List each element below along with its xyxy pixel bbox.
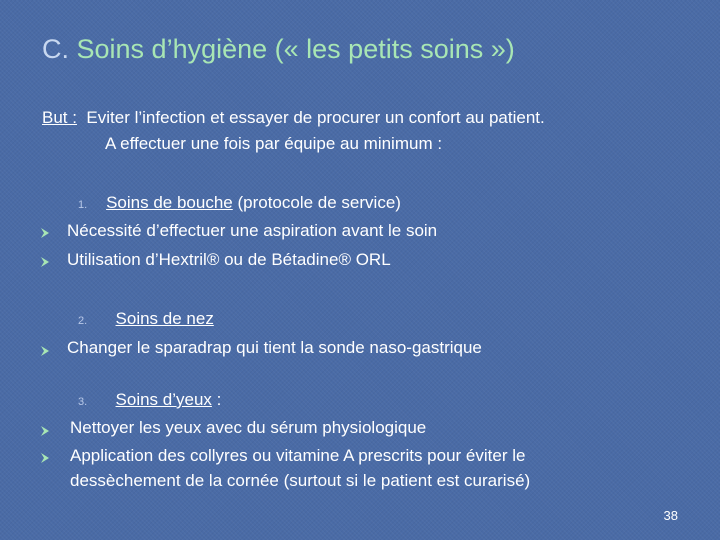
title-text: Soins d’hygiène (« les petits soins ») [76,34,515,64]
section-3-item-2-continuation: dessèchement de la cornée (surtout si le patient est curarisé) [70,471,531,490]
section-2-number: 2. [78,315,88,327]
section-3-number: 3. [78,396,88,408]
arrowhead-bullet-icon [40,256,50,268]
section-3-item-1: Nettoyer les yeux avec du sérum physiologique [70,418,427,437]
section-1-heading [78,193,401,213]
slide-title [42,34,515,65]
section-3-item-2: Application des collyres ou vitamine A prescrits pour éviter le [70,446,526,465]
title-prefix: C. [42,34,69,64]
arrowhead-bullet-icon [40,425,50,437]
section-3-heading [78,390,221,410]
section-3-title: Soins d’yeux [115,390,212,409]
goal-text-1: Eviter l’infection et essayer de procurer un confort au patient. [86,108,545,127]
section-2-title: Soins de nez [115,309,214,328]
section-3-title-rest: : [211,390,222,409]
arrowhead-bullet-icon [40,452,50,464]
section-1-title-rest: (protocole de service) [232,193,401,212]
section-1-number: 1. [78,199,88,211]
goal-line-2: A effectuer une fois par équipe au minimum : [105,134,443,153]
section-1-item-2: Utilisation d’Hextril® ou de Bétadine® ORL [67,250,391,269]
arrowhead-bullet-icon [40,227,50,239]
goal-label: But : [42,108,77,127]
section-2-heading [78,309,214,329]
section-2-item-1: Changer le sparadrap qui tient la sonde naso-gastrique [67,338,482,357]
section-1-item-1: Nécessité d’effectuer une aspiration avant le soin [67,221,438,240]
section-1-title: Soins de bouche [106,193,233,212]
page-number: 38 [663,508,678,523]
arrowhead-bullet-icon [40,345,50,357]
goal-line-1 [42,108,545,128]
